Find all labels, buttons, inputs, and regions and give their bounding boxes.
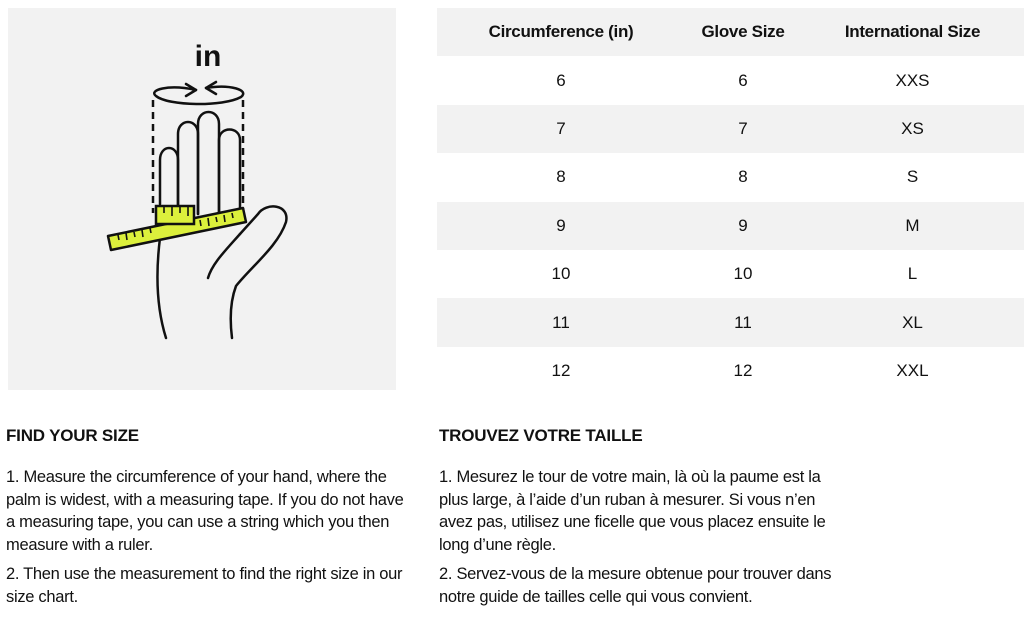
table-row [437, 56, 1024, 104]
cell-glove-size: 8 [738, 167, 748, 187]
header-glove-size: Glove Size [701, 22, 785, 42]
cell-glove-size: 7 [738, 118, 748, 138]
table-row [437, 250, 1024, 298]
english-step-1: 1. Measure the circumference of your hand, where the palm is widest, with a measuring tape. If you do not have a measuring tape, you can use a string which you then measure with a ruler. [6, 468, 404, 554]
french-step-1: 1. Mesurez le tour de votre main, là où la paume est la plus large, à l’aide d’un ruban à mesurer. Si vous n’en avez pas, utilisez une ficelle que vous placez ensuite le long d’une règle. [439, 468, 826, 554]
cell-circumference: 11 [552, 312, 570, 332]
cell-circumference: 8 [556, 167, 566, 187]
cell-circumference: 9 [556, 215, 566, 235]
cell-glove-size: 9 [738, 215, 748, 235]
cell-international-size: M [905, 215, 920, 235]
cell-international-size: XXL [896, 360, 929, 380]
cell-international-size: XXS [895, 70, 930, 90]
size-chart-table [437, 8, 1024, 395]
cell-glove-size: 10 [733, 264, 753, 284]
french-title: TROUVEZ VOTRE TAILLE [439, 426, 643, 445]
english-step-2: 2. Then use the measurement to find the right size in our size chart. [6, 565, 403, 606]
cell-circumference: 6 [556, 70, 566, 90]
table-header-row [437, 8, 1024, 56]
table-row [437, 298, 1024, 346]
cell-international-size: S [906, 167, 919, 187]
english-title: FIND YOUR SIZE [6, 426, 139, 445]
cell-international-size: XS [901, 118, 924, 138]
unit-label: in [194, 40, 222, 73]
table-row [437, 202, 1024, 250]
cell-glove-size: 11 [734, 312, 752, 332]
french-instructions [439, 426, 849, 615]
table-row [437, 347, 1024, 395]
header-circumference: Circumference (in) [488, 22, 634, 42]
hand-measurement-illustration [8, 8, 396, 390]
cell-glove-size: 12 [733, 360, 753, 380]
cell-international-size: XL [902, 312, 923, 332]
table-row [437, 105, 1024, 153]
header-international-size: International Size [844, 22, 981, 42]
french-step-2: 2. Servez-vous de la mesure obtenue pour trouver dans notre guide de tailles celle qui vous convient. [439, 565, 832, 606]
table-row [437, 153, 1024, 201]
cell-circumference: 10 [551, 264, 571, 284]
cell-glove-size: 6 [738, 70, 748, 90]
cell-circumference: 12 [551, 360, 571, 380]
cell-international-size: L [907, 264, 918, 284]
cell-circumference: 7 [556, 118, 566, 138]
english-instructions [6, 426, 406, 615]
measuring-tape-icon [108, 206, 246, 250]
circumference-arrow-icon [154, 82, 243, 104]
